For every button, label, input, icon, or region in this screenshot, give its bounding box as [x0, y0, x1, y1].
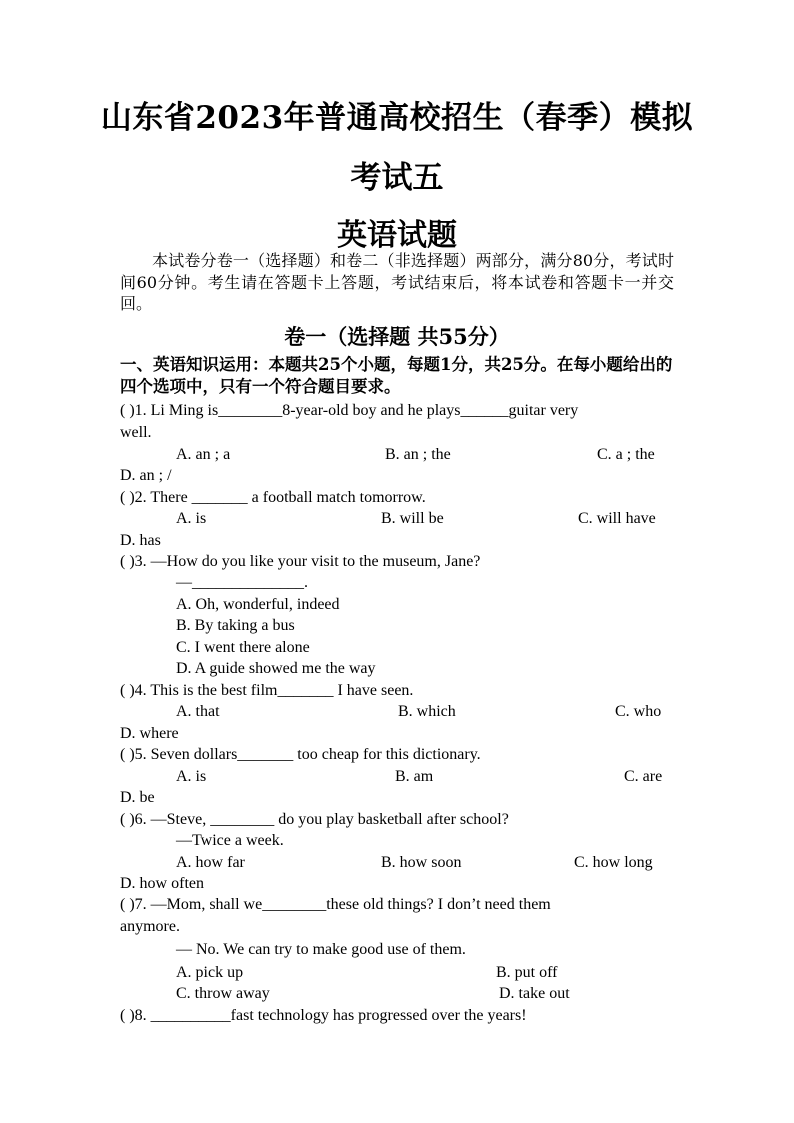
part-heading: 一、英语知识运用：本题共25个小题，每题1分，共25分。在每小题给出的四个选项中，只有一个符合题目要求。 [120, 355, 673, 396]
question-3-stem: ( )3. —How do you like your visit to the museum, Jane? [120, 553, 481, 570]
question-4-option-d: D. where [120, 725, 179, 742]
question-6-option-a: A. how far [176, 854, 245, 871]
question-6-stem: ( )6. —Steve, ________ do you play basketball after school? [120, 811, 509, 828]
question-7-option-b: B. put off [496, 964, 558, 981]
question-7-option-d: D. take out [499, 985, 570, 1002]
question-1-stem-cont: well. [120, 424, 152, 441]
question-7-stem: ( )7. —Mom, shall we________these old things? I don’t need them [120, 896, 551, 913]
question-5-option-c: C. are [624, 768, 663, 785]
question-3-option-c: C. I went there alone [176, 639, 310, 656]
question-1-stem: ( )1. Li Ming is________8-year-old boy and he plays______guitar very [120, 402, 579, 419]
question-7-stem-cont: anymore. [120, 918, 180, 935]
question-2-option-c: C. will have [578, 510, 656, 527]
question-7-option-a: A. pick up [176, 964, 244, 981]
question-4-stem: ( )4. This is the best film_______ I have seen. [120, 682, 414, 699]
question-5-option-d: D. be [120, 789, 155, 806]
question-5-option-b: B. am [395, 768, 434, 785]
question-6-answer-line: —Twice a week. [176, 832, 284, 849]
question-2-option-d: D. has [120, 532, 161, 549]
question-6-option-b: B. how soon [381, 854, 462, 871]
question-8-stem: ( )8. __________fast technology has progressed over the years! [120, 1007, 527, 1024]
question-4-option-a: A. that [176, 703, 220, 720]
question-2-option-b: B. will be [381, 510, 444, 527]
question-1-option-d: D. an ; / [120, 467, 172, 484]
question-7-option-c: C. throw away [176, 985, 270, 1002]
question-3-option-d: D. A guide showed me the way [176, 660, 376, 677]
question-2-stem: ( )2. There _______ a football match tomorrow. [120, 489, 426, 506]
question-5-stem: ( )5. Seven dollars_______ too cheap for this dictionary. [120, 746, 481, 763]
question-3-option-a: A. Oh, wonderful, indeed [176, 596, 340, 613]
question-3-answer-line: —______________. [176, 574, 308, 591]
question-1-option-c: C. a ; the [597, 446, 655, 463]
exam-instructions: 本试卷分卷一（选择题）和卷二（非选择题）两部分，满分80分，考试时间60分钟。考生请在答题卡上答题，考试结束后，将本试卷和答题卡一并交回。 [120, 251, 674, 313]
question-1-option-a: A. an ; a [176, 446, 231, 463]
question-6-option-c: C. how long [574, 854, 653, 871]
question-4-option-b: B. which [398, 703, 456, 720]
question-2-option-a: A. is [176, 510, 207, 527]
question-7-answer-line: — No. We can try to make good use of them. [176, 941, 466, 958]
question-4-option-c: C. who [615, 703, 662, 720]
section-heading: 卷一（选择题 共55分） [284, 324, 510, 349]
exam-title-continued: 考试五 [350, 160, 444, 196]
exam-title: 山东省2023年普通高校招生（春季）模拟 [100, 100, 694, 136]
question-5-option-a: A. is [176, 768, 207, 785]
question-1-option-b: B. an ; the [385, 446, 451, 463]
question-3-option-b: B. By taking a bus [176, 617, 295, 634]
subject-title: 英语试题 [337, 218, 457, 253]
question-6-option-d: D. how often [120, 875, 204, 892]
